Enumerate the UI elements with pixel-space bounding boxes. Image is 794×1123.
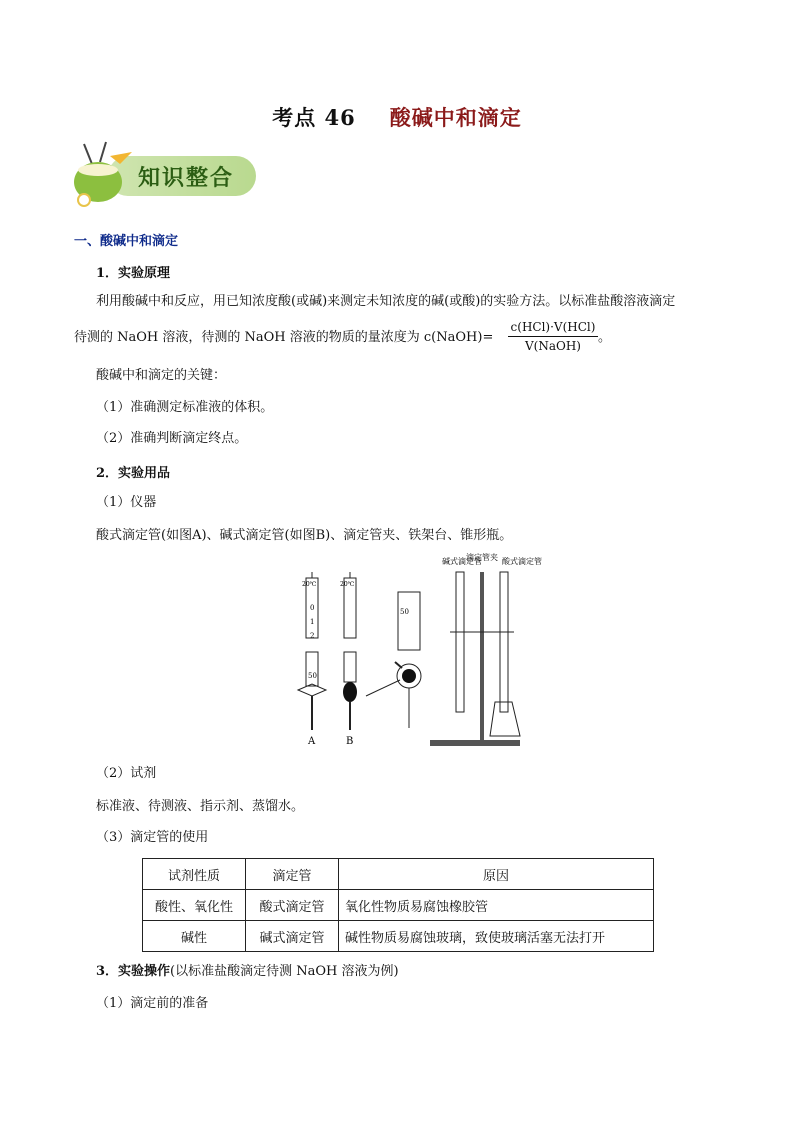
formula-tail: 。 <box>598 330 612 345</box>
badge-text: 知识整合 <box>138 165 235 191</box>
key-intro: 酸碱中和滴定的关键： <box>96 368 227 383</box>
table-cell: 氧化性物质易腐蚀橡胶管 <box>339 890 654 921</box>
formula-numerator: c(HCl)·V(HCl) <box>508 320 598 337</box>
operation-note: (以标准盐酸滴定待测 NaOH 溶液为例) <box>170 964 399 979</box>
table-cell: 碱式滴定管 <box>246 921 339 952</box>
table-header-cell: 滴定管 <box>246 859 339 890</box>
coconut-icon <box>70 142 140 208</box>
concentration-formula <box>508 320 598 353</box>
knowledge-badge <box>70 142 260 208</box>
heading-principle: 1．实验原理 <box>96 266 171 281</box>
table-row <box>143 921 654 952</box>
key-item-1: （1）准确测定标准液的体积。 <box>96 400 274 415</box>
temp-b: 20℃ <box>340 581 355 588</box>
prep-heading: （1）滴定前的准备 <box>96 996 209 1011</box>
valve-detail <box>366 592 421 728</box>
burette-usage-table <box>142 858 654 952</box>
table-header-cell: 试剂性质 <box>143 859 246 890</box>
topic-number: 考点 46 <box>272 105 356 130</box>
heading-items: 2．实验用品 <box>96 466 171 481</box>
table-row <box>143 890 654 921</box>
instruments-text: 酸式滴定管(如图A)、碱式滴定管(如图B)、滴定管夹、铁架台、锥形瓶。 <box>96 528 513 543</box>
topic-name: 酸碱中和滴定 <box>389 105 522 130</box>
titration-stand <box>430 552 542 746</box>
key-item-2: （2）准确判断滴定终点。 <box>96 431 248 446</box>
label-a: A <box>308 736 316 747</box>
reagents-heading: （2）试剂 <box>96 766 157 781</box>
label-acid-burette: 酸式滴定管 <box>502 557 542 566</box>
operation-heading <box>96 962 399 982</box>
table-cell: 酸性、氧化性 <box>143 890 246 921</box>
section-heading: 一、酸碱中和滴定 <box>74 234 179 249</box>
operation-title: 3．实验操作 <box>96 964 171 979</box>
table-header-cell: 原因 <box>339 859 654 890</box>
tick-50b: 50 <box>400 608 409 616</box>
burette-b <box>340 572 357 747</box>
page-title <box>0 102 794 132</box>
tick-2: 2 <box>310 632 315 640</box>
principle-line2: 待测的 NaOH 溶液，待测的 NaOH 溶液的物质的量浓度为 c(NaOH)= <box>74 330 494 345</box>
table-cell: 碱性物质易腐蚀玻璃，致使玻璃活塞无法打开 <box>339 921 654 952</box>
label-clamp: 滴定管夹 <box>466 553 498 562</box>
label-b: B <box>346 736 354 747</box>
tick-1: 1 <box>310 618 315 626</box>
principle-line1: 利用酸碱中和反应，用已知浓度酸(或碱)来测定未知浓度的碱(或酸)的实验方法。以标准盐酸溶液滴定 <box>96 294 676 309</box>
label-base-burette: 碱式滴定管 <box>442 557 482 566</box>
temp-a: 20℃ <box>302 581 317 588</box>
instruments-heading: （1）仪器 <box>96 495 157 510</box>
burette-figure <box>290 552 542 757</box>
tick-50: 50 <box>308 672 317 680</box>
table-cell: 酸式滴定管 <box>246 890 339 921</box>
burette-a <box>298 572 326 747</box>
formula-denominator: V(NaOH) <box>525 339 581 353</box>
tick-0: 0 <box>310 604 315 612</box>
table-cell: 碱性 <box>143 921 246 952</box>
table-header-row <box>143 859 654 890</box>
burette-use-heading: （3）滴定管的使用 <box>96 830 209 845</box>
reagents-text: 标准液、待测液、指示剂、蒸馏水。 <box>96 799 305 814</box>
